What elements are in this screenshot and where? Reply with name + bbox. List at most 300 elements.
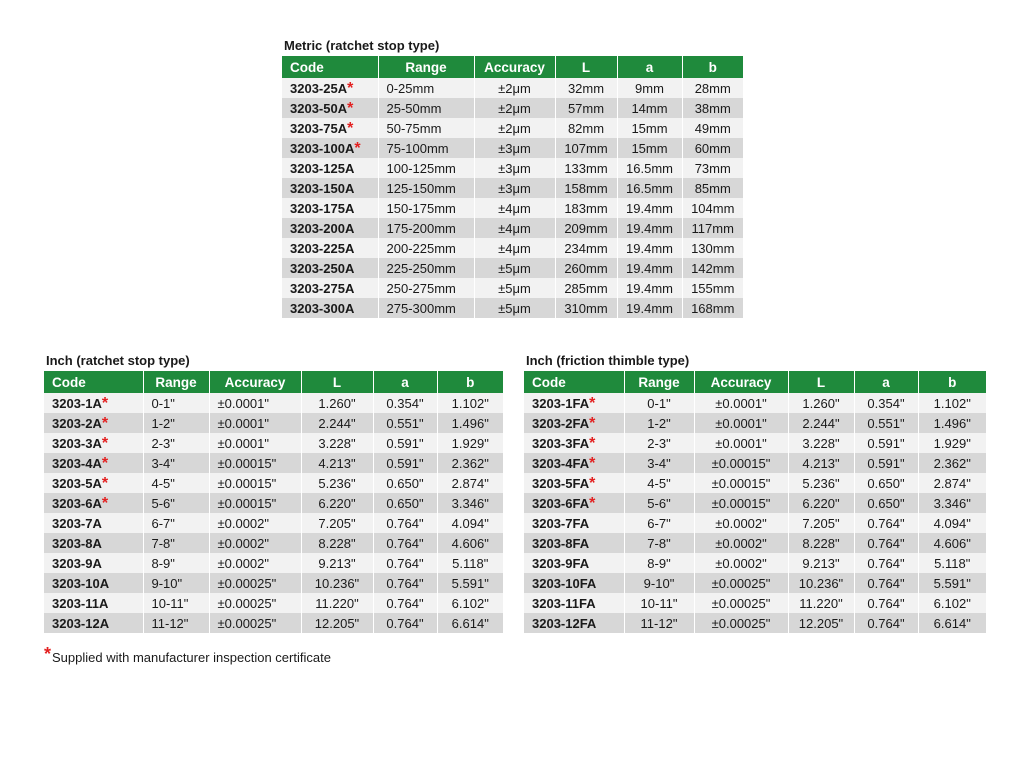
dim-b-cell: 1.496" [918, 413, 986, 433]
column-header-code: Code [44, 371, 143, 393]
column-header-range: Range [378, 56, 474, 78]
code-cell [44, 513, 143, 533]
length-l-cell: 7.205" [788, 513, 854, 533]
product-code: 3203-175A [290, 200, 355, 216]
table-row [282, 198, 743, 218]
dim-b-cell: 73mm [682, 158, 743, 178]
length-l-cell: 8.228" [301, 533, 373, 553]
dim-b-cell: 1.102" [437, 393, 503, 413]
accuracy-cell: ±0.0001" [694, 433, 788, 453]
product-code: 3203-8FA [532, 535, 590, 551]
product-code: 3203-5A [52, 475, 102, 491]
range-cell: 7-8" [624, 533, 694, 553]
dim-a-cell: 0.764" [854, 513, 918, 533]
range-cell: 250-275mm [378, 278, 474, 298]
dim-a-cell: 16.5mm [617, 178, 682, 198]
code-cell [524, 513, 624, 533]
column-header-dim-a: a [617, 56, 682, 78]
product-code: 3203-2FA [532, 415, 590, 431]
product-code: 3203-4A [52, 455, 102, 471]
code-cell [524, 553, 624, 573]
code-cell [524, 393, 624, 413]
accuracy-cell: ±0.00015" [694, 473, 788, 493]
length-l-cell: 3.228" [788, 433, 854, 453]
table-row [524, 513, 986, 533]
dim-b-cell: 104mm [682, 198, 743, 218]
table-row [524, 433, 986, 453]
dim-b-cell: 3.346" [918, 493, 986, 513]
certificate-asterisk: * [101, 434, 109, 452]
table-row [282, 138, 743, 158]
code-cell [282, 98, 378, 118]
dim-a-cell: 0.764" [854, 613, 918, 633]
range-cell: 11-12" [143, 613, 209, 633]
dim-a-cell: 19.4mm [617, 298, 682, 318]
product-code: 3203-3A [52, 435, 102, 451]
product-code: 3203-6A [52, 495, 102, 511]
range-cell: 8-9" [624, 553, 694, 573]
range-cell: 25-50mm [378, 98, 474, 118]
accuracy-cell: ±0.0002" [209, 553, 301, 573]
certificate-asterisk: * [589, 494, 596, 512]
code-cell [44, 533, 143, 553]
dim-b-cell: 49mm [682, 118, 743, 138]
accuracy-cell: ±2μm [474, 118, 555, 138]
dim-a-cell: 0.764" [854, 573, 918, 593]
dim-b-cell: 1.102" [918, 393, 986, 413]
dim-b-cell: 28mm [682, 78, 743, 98]
table-row [524, 613, 986, 633]
accuracy-cell: ±2μm [474, 98, 555, 118]
range-cell: 2-3" [143, 433, 209, 453]
range-cell: 1-2" [143, 413, 209, 433]
accuracy-cell: ±3μm [474, 158, 555, 178]
dim-b-cell: 2.362" [918, 453, 986, 473]
certificate-asterisk: * [589, 394, 596, 412]
dim-a-cell: 0.650" [373, 493, 437, 513]
dim-a-cell: 14mm [617, 98, 682, 118]
range-cell: 175-200mm [378, 218, 474, 238]
certificate-asterisk: * [354, 139, 361, 157]
code-cell [282, 178, 378, 198]
dim-b-cell: 38mm [682, 98, 743, 118]
length-l-cell: 183mm [555, 198, 617, 218]
column-header-accuracy: Accuracy [694, 371, 788, 393]
code-cell [524, 473, 624, 493]
range-cell: 100-125mm [378, 158, 474, 178]
table-row [44, 473, 503, 493]
code-cell [44, 573, 143, 593]
dim-a-cell: 15mm [617, 118, 682, 138]
product-code: 3203-5FA [532, 475, 590, 491]
dim-a-cell: 15mm [617, 138, 682, 158]
certificate-asterisk: * [101, 394, 109, 412]
code-cell [44, 613, 143, 633]
product-code: 3203-125A [290, 160, 355, 176]
certificate-asterisk: * [101, 474, 109, 492]
accuracy-cell: ±0.00025" [694, 573, 788, 593]
product-code: 3203-225A [290, 240, 355, 256]
product-code: 3203-300A [290, 300, 355, 316]
accuracy-cell: ±0.0001" [694, 393, 788, 413]
table-row [282, 218, 743, 238]
certificate-asterisk: * [589, 434, 596, 452]
range-cell: 6-7" [624, 513, 694, 533]
table-row [524, 533, 986, 553]
dim-a-cell: 0.764" [373, 593, 437, 613]
length-l-cell: 133mm [555, 158, 617, 178]
range-cell: 5-6" [624, 493, 694, 513]
table-row [44, 573, 503, 593]
dim-b-cell: 6.614" [918, 613, 986, 633]
dim-a-cell: 0.650" [854, 473, 918, 493]
accuracy-cell: ±5μm [474, 258, 555, 278]
accuracy-cell: ±0.00025" [694, 613, 788, 633]
range-cell: 200-225mm [378, 238, 474, 258]
table-row [282, 178, 743, 198]
range-cell: 3-4" [143, 453, 209, 473]
product-code: 3203-1A [52, 395, 102, 411]
table-row [44, 593, 503, 613]
metric-table-block [282, 38, 743, 318]
inch-friction-table-title: Inch (friction thimble type) [526, 353, 690, 368]
column-header-length-l: L [788, 371, 854, 393]
length-l-cell: 8.228" [788, 533, 854, 553]
product-code: 3203-3FA [532, 435, 590, 451]
dim-a-cell: 19.4mm [617, 278, 682, 298]
dim-a-cell: 16.5mm [617, 158, 682, 178]
certificate-asterisk: * [589, 454, 596, 472]
length-l-cell: 82mm [555, 118, 617, 138]
dim-b-cell: 168mm [682, 298, 743, 318]
code-cell [282, 218, 378, 238]
dim-b-cell: 5.591" [918, 573, 986, 593]
column-header-range: Range [143, 371, 209, 393]
code-cell [282, 158, 378, 178]
table-header-row [282, 56, 743, 78]
length-l-cell: 1.260" [301, 393, 373, 413]
table-row [282, 258, 743, 278]
length-l-cell: 4.213" [788, 453, 854, 473]
table-row [524, 453, 986, 473]
table-row [282, 118, 743, 138]
dim-b-cell: 117mm [682, 218, 743, 238]
product-code: 3203-50A [290, 100, 348, 116]
code-cell [282, 198, 378, 218]
accuracy-cell: ±0.00015" [209, 453, 301, 473]
dim-a-cell: 0.764" [373, 533, 437, 553]
product-code: 3203-7A [52, 515, 102, 531]
dim-b-cell: 2.362" [437, 453, 503, 473]
length-l-cell: 11.220" [301, 593, 373, 613]
range-cell: 50-75mm [378, 118, 474, 138]
length-l-cell: 4.213" [301, 453, 373, 473]
code-cell [282, 258, 378, 278]
column-header-dim-a: a [373, 371, 437, 393]
range-cell: 275-300mm [378, 298, 474, 318]
range-cell: 9-10" [143, 573, 209, 593]
code-cell [44, 433, 143, 453]
product-code: 3203-4FA [532, 455, 590, 471]
range-cell: 2-3" [624, 433, 694, 453]
column-header-dim-b: b [437, 371, 503, 393]
code-cell [44, 553, 143, 573]
dim-b-cell: 1.496" [437, 413, 503, 433]
code-cell [524, 493, 624, 513]
range-cell: 0-1" [143, 393, 209, 413]
dim-a-cell: 0.551" [373, 413, 437, 433]
accuracy-cell: ±5μm [474, 278, 555, 298]
accuracy-cell: ±4μm [474, 218, 555, 238]
table-row [282, 298, 743, 318]
length-l-cell: 2.244" [301, 413, 373, 433]
dim-b-cell: 3.346" [437, 493, 503, 513]
dim-a-cell: 0.591" [373, 433, 437, 453]
dim-b-cell: 4.606" [437, 533, 503, 553]
metric-table-title: Metric (ratchet stop type) [284, 38, 440, 53]
accuracy-cell: ±0.00025" [209, 573, 301, 593]
product-code: 3203-250A [290, 260, 355, 276]
dim-b-cell: 2.874" [437, 473, 503, 493]
range-cell: 125-150mm [378, 178, 474, 198]
dim-b-cell: 6.614" [437, 613, 503, 633]
dim-a-cell: 0.764" [373, 573, 437, 593]
dim-b-cell: 60mm [682, 138, 743, 158]
code-cell [524, 613, 624, 633]
range-cell: 7-8" [143, 533, 209, 553]
dim-b-cell: 85mm [682, 178, 743, 198]
length-l-cell: 32mm [555, 78, 617, 98]
range-cell: 4-5" [624, 473, 694, 493]
product-code: 3203-25A [290, 80, 348, 96]
product-code: 3203-10A [52, 575, 110, 591]
code-cell [524, 593, 624, 613]
metric-table [282, 56, 743, 318]
dim-b-cell: 130mm [682, 238, 743, 258]
code-cell [282, 78, 378, 98]
code-cell [524, 573, 624, 593]
code-cell [44, 393, 143, 413]
certificate-asterisk: * [101, 414, 109, 432]
accuracy-cell: ±2μm [474, 78, 555, 98]
range-cell: 5-6" [143, 493, 209, 513]
length-l-cell: 1.260" [788, 393, 854, 413]
table-row [524, 553, 986, 573]
accuracy-cell: ±4μm [474, 198, 555, 218]
accuracy-cell: ±3μm [474, 138, 555, 158]
length-l-cell: 6.220" [301, 493, 373, 513]
certificate-asterisk: * [347, 79, 354, 97]
column-header-dim-b: b [682, 56, 743, 78]
range-cell: 4-5" [143, 473, 209, 493]
column-header-range: Range [624, 371, 694, 393]
dim-b-cell: 155mm [682, 278, 743, 298]
table-row [282, 98, 743, 118]
certificate-asterisk: * [589, 414, 596, 432]
certificate-asterisk: * [589, 474, 596, 492]
accuracy-cell: ±3μm [474, 178, 555, 198]
product-code: 3203-275A [290, 280, 355, 296]
range-cell: 10-11" [143, 593, 209, 613]
range-cell: 11-12" [624, 613, 694, 633]
certificate-footnote [44, 644, 331, 665]
table-row [44, 613, 503, 633]
range-cell: 6-7" [143, 513, 209, 533]
code-cell [44, 453, 143, 473]
column-header-accuracy: Accuracy [474, 56, 555, 78]
certificate-asterisk: * [347, 99, 354, 117]
table-row [282, 238, 743, 258]
dim-a-cell: 0.764" [373, 553, 437, 573]
dim-a-cell: 0.591" [373, 453, 437, 473]
range-cell: 225-250mm [378, 258, 474, 278]
product-code: 3203-10FA [532, 575, 597, 591]
dim-b-cell: 5.118" [437, 553, 503, 573]
accuracy-cell: ±0.00015" [694, 453, 788, 473]
range-cell: 75-100mm [378, 138, 474, 158]
dim-a-cell: 0.764" [854, 593, 918, 613]
accuracy-cell: ±0.0002" [694, 533, 788, 553]
dim-a-cell: 0.650" [854, 493, 918, 513]
code-cell [524, 433, 624, 453]
length-l-cell: 11.220" [788, 593, 854, 613]
code-cell [524, 413, 624, 433]
length-l-cell: 260mm [555, 258, 617, 278]
accuracy-cell: ±0.0002" [694, 553, 788, 573]
table-row [524, 593, 986, 613]
length-l-cell: 10.236" [788, 573, 854, 593]
accuracy-cell: ±0.00015" [209, 493, 301, 513]
code-cell [44, 413, 143, 433]
code-cell [282, 118, 378, 138]
certificate-asterisk: * [101, 454, 109, 472]
dim-b-cell: 1.929" [918, 433, 986, 453]
inch-friction-table-block [524, 353, 986, 633]
dim-a-cell: 0.354" [373, 393, 437, 413]
column-header-length-l: L [555, 56, 617, 78]
inch-ratchet-table-title: Inch (ratchet stop type) [46, 353, 190, 368]
length-l-cell: 9.213" [301, 553, 373, 573]
table-row [524, 493, 986, 513]
length-l-cell: 57mm [555, 98, 617, 118]
product-code: 3203-12FA [532, 615, 597, 631]
column-header-length-l: L [301, 371, 373, 393]
table-row [44, 493, 503, 513]
dim-a-cell: 0.764" [854, 533, 918, 553]
length-l-cell: 6.220" [788, 493, 854, 513]
accuracy-cell: ±4μm [474, 238, 555, 258]
product-code: 3203-12A [52, 615, 110, 631]
product-code: 3203-9FA [532, 555, 590, 571]
dim-b-cell: 5.591" [437, 573, 503, 593]
product-code: 3203-11A [52, 595, 109, 611]
range-cell: 3-4" [624, 453, 694, 473]
product-code: 3203-1FA [532, 395, 590, 411]
code-cell [44, 593, 143, 613]
length-l-cell: 2.244" [788, 413, 854, 433]
dim-b-cell: 4.606" [918, 533, 986, 553]
accuracy-cell: ±0.0001" [694, 413, 788, 433]
table-row [44, 413, 503, 433]
column-header-code: Code [282, 56, 378, 78]
certificate-asterisk: * [101, 494, 109, 512]
dim-a-cell: 0.764" [373, 513, 437, 533]
dim-a-cell: 19.4mm [617, 238, 682, 258]
dim-b-cell: 142mm [682, 258, 743, 278]
column-header-code: Code [524, 371, 624, 393]
product-code: 3203-8A [52, 535, 102, 551]
dim-b-cell: 6.102" [918, 593, 986, 613]
table-row [282, 78, 743, 98]
length-l-cell: 209mm [555, 218, 617, 238]
code-cell [282, 138, 378, 158]
table-row [44, 553, 503, 573]
length-l-cell: 310mm [555, 298, 617, 318]
dim-b-cell: 6.102" [437, 593, 503, 613]
length-l-cell: 158mm [555, 178, 617, 198]
dim-b-cell: 4.094" [437, 513, 503, 533]
footnote-asterisk: * [44, 644, 52, 664]
range-cell: 0-25mm [378, 78, 474, 98]
dim-b-cell: 2.874" [918, 473, 986, 493]
table-row [524, 573, 986, 593]
table-header-row [44, 371, 503, 393]
accuracy-cell: ±0.0001" [209, 413, 301, 433]
code-cell [282, 298, 378, 318]
accuracy-cell: ±0.0001" [209, 393, 301, 413]
dim-a-cell: 0.764" [373, 613, 437, 633]
accuracy-cell: ±0.0002" [694, 513, 788, 533]
table-row [44, 533, 503, 553]
product-code: 3203-100A [290, 140, 355, 156]
product-code: 3203-7FA [532, 515, 590, 531]
column-header-accuracy: Accuracy [209, 371, 301, 393]
length-l-cell: 3.228" [301, 433, 373, 453]
code-cell [282, 238, 378, 258]
table-row [282, 278, 743, 298]
accuracy-cell: ±0.0002" [209, 533, 301, 553]
code-cell [44, 473, 143, 493]
length-l-cell: 10.236" [301, 573, 373, 593]
inch-ratchet-table-block [44, 353, 503, 633]
dim-b-cell: 5.118" [918, 553, 986, 573]
table-row [282, 158, 743, 178]
accuracy-cell: ±0.00025" [209, 613, 301, 633]
length-l-cell: 7.205" [301, 513, 373, 533]
length-l-cell: 107mm [555, 138, 617, 158]
dim-b-cell: 4.094" [918, 513, 986, 533]
certificate-asterisk: * [347, 119, 354, 137]
dim-b-cell: 1.929" [437, 433, 503, 453]
range-cell: 150-175mm [378, 198, 474, 218]
table-row [44, 433, 503, 453]
range-cell: 1-2" [624, 413, 694, 433]
code-cell [44, 493, 143, 513]
product-code: 3203-11FA [532, 595, 596, 611]
length-l-cell: 5.236" [301, 473, 373, 493]
code-cell [524, 533, 624, 553]
product-code: 3203-150A [290, 180, 355, 196]
product-code: 3203-2A [52, 415, 102, 431]
range-cell: 8-9" [143, 553, 209, 573]
table-row [44, 393, 503, 413]
dim-a-cell: 0.764" [854, 553, 918, 573]
inch-ratchet-table [44, 371, 503, 633]
table-row [44, 513, 503, 533]
table-header-row [524, 371, 986, 393]
length-l-cell: 285mm [555, 278, 617, 298]
column-header-dim-a: a [854, 371, 918, 393]
